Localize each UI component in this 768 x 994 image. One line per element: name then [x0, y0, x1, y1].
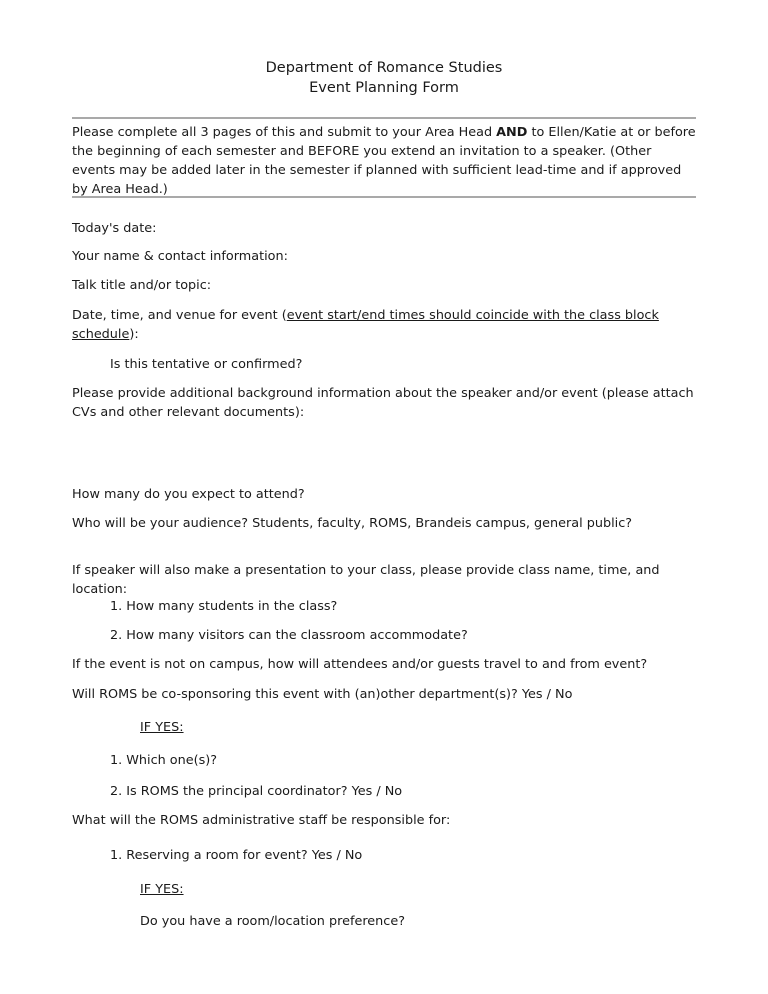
intro-bold-and: AND	[496, 125, 528, 140]
todays-date-label: Today's date:	[72, 221, 157, 236]
talk-title-label: Talk title and/or topic:	[72, 278, 212, 293]
admin-staff-label: What will the ROMS administrative staff be responsible for:	[72, 813, 451, 828]
department-title: Department of Romance Studies	[265, 60, 503, 76]
audience-label: Who will be your audience? Students, faculty, ROMS, Brandeis campus, general public?	[72, 516, 633, 531]
cosponsor-principal: 2. Is ROMS the principal coordinator? Yes / No	[110, 784, 403, 799]
datetime-prefix: Date, time, and venue for event (	[72, 308, 287, 323]
form-title: Event Planning Form	[309, 80, 459, 96]
admin-room-reserve: 1. Reserving a room for event? Yes / No	[110, 848, 363, 863]
name-contact-label: Your name & contact information:	[72, 249, 288, 264]
top-divider	[72, 117, 696, 119]
intro-text-2: to Ellen/Katie at or before the beginning of each semester and BEFORE you extend an invitation to a speaker. (Other events may be added later in the semester if planned with sufficient lead-time and if approved by Area Head.)	[72, 125, 696, 197]
intro-text-1: Please complete all 3 pages of this and submit to your Area Head	[72, 125, 497, 140]
datetime-suffix: ):	[129, 327, 139, 342]
class-block-schedule-link[interactable]: event start/end times should coincide with the class block schedule	[72, 308, 659, 342]
background-info-label: Please provide additional background information about the speaker and/or event (please attach CVs and other relevant documents):	[72, 386, 694, 420]
tentative-label: Is this tentative or confirmed?	[110, 357, 303, 372]
room-preference-label: Do you have a room/location preference?	[140, 914, 405, 929]
cosponsor-label: Will ROMS be co-sponsoring this event with (an)other department(s)? Yes / No	[72, 687, 573, 702]
if-yes-heading-1: IF YES:	[140, 720, 184, 735]
class-presentation-label: If speaker will also make a presentation to your class, please provide class name, time, and location:	[72, 563, 660, 597]
class-item-students: 1. How many students in the class?	[110, 599, 338, 614]
intro-paragraph	[72, 123, 698, 199]
attendance-label: How many do you expect to attend?	[72, 487, 305, 502]
class-item-visitors: 2. How many visitors can the classroom accommodate?	[110, 628, 468, 643]
bottom-divider	[72, 196, 696, 198]
travel-label: If the event is not on campus, how will attendees and/or guests travel to and from event?	[72, 657, 648, 672]
if-yes-heading-2: IF YES:	[140, 882, 184, 897]
event-datetime-label	[72, 306, 698, 344]
cosponsor-which: 1. Which one(s)?	[110, 753, 218, 768]
